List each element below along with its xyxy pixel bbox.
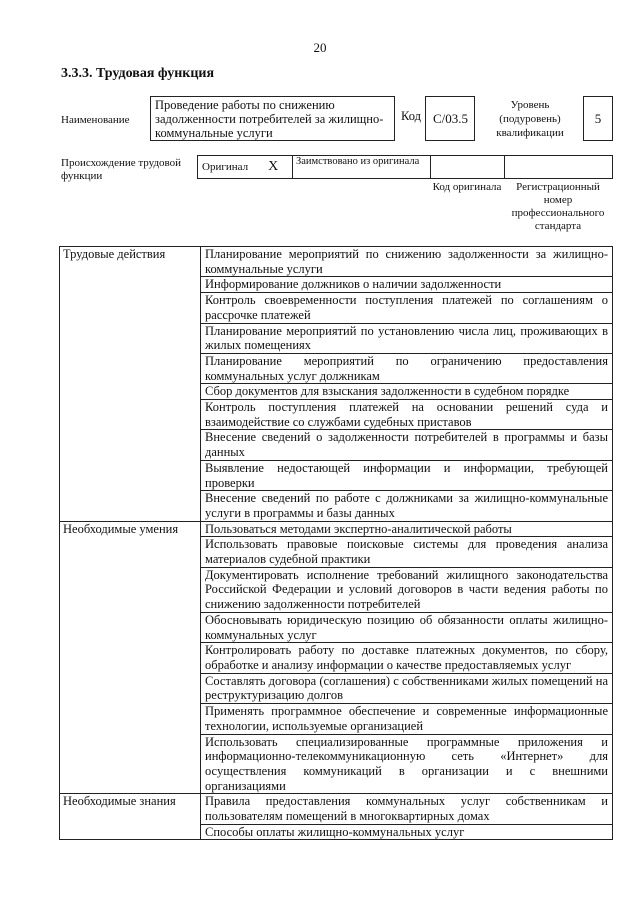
original-mark: X xyxy=(268,159,279,174)
page-number: 20 xyxy=(313,40,327,55)
item-cell: Обосновывать юридическую позицию об обязанности оплаты жилищно-коммунальных услуг xyxy=(201,612,613,642)
section-title: 3.3.3. Трудовая функция xyxy=(61,66,215,81)
table-row xyxy=(60,794,613,824)
item-cell: Правила предоставления коммунальных услуг собственникам и пользователям помещений в многоквартирных домах xyxy=(201,794,613,824)
code-value-box: С/03.5 xyxy=(425,96,475,141)
item-cell: Использовать специализированные программные приложения и информационно-телекоммуникационную сеть «Интернет» для осуществления коммуникаций в организации и с внешними организациями xyxy=(201,734,613,794)
item-cell: Контролировать работу по доставке платежных документов, по сбору, обработке и анализу информации о качестве предоставляемых услуг xyxy=(201,643,613,673)
reg-number-cell xyxy=(505,156,612,178)
name-label: Наименование xyxy=(61,114,130,126)
item-cell: Планирование мероприятий по установлению числа лиц, проживающих в жилых помещениях xyxy=(201,323,613,353)
item-cell: Контроль своевременности поступления платежей по соглашениям о рассрочке платежей xyxy=(201,293,613,323)
item-cell: Информирование должников о наличии задолженности xyxy=(201,277,613,293)
category-cell: Трудовые действия xyxy=(60,247,201,522)
item-cell: Способы оплаты жилищно-коммунальных услуг xyxy=(201,824,613,840)
code-original-cell xyxy=(431,156,505,178)
item-cell: Составлять договора (соглашения) с собственниками жилых помещений на реструктуризацию долгов xyxy=(201,673,613,703)
code-label: Код xyxy=(401,109,421,123)
borrowed-cell: Заимствовано из оригинала xyxy=(293,156,431,178)
table-row xyxy=(60,247,613,277)
item-cell: Внесение сведений по работе с должниками за жилищно-коммунальные услуги в программы и базы данных xyxy=(201,491,613,521)
origin-label: Происхождение трудовой функции xyxy=(61,157,182,182)
qualification-level-box: 5 xyxy=(583,96,613,141)
item-cell: Использовать правовые поисковые системы для проведения анализа материалов судебной практики xyxy=(201,537,613,567)
item-cell: Внесение сведений о задолженности потребителей в программы и базы данных xyxy=(201,430,613,460)
item-cell: Документировать исполнение требований жилищного законодательства Российской Федерации и условий договоров в части ведения работы по снижению задолженности потребителей xyxy=(201,567,613,612)
item-cell: Планирование мероприятий по снижению задолженности за жилищно-коммунальные услуги xyxy=(201,247,613,277)
function-name-box: Проведение работы по снижению задолженности потребителей за жилищно-коммунальные услуги xyxy=(150,96,395,141)
item-cell: Пользоваться методами экспертно-аналитической работы xyxy=(201,521,613,537)
table-row xyxy=(60,521,613,537)
category-cell: Необходимые знания xyxy=(60,794,201,840)
qualification-level-label: Уровень (подуровень) квалификации xyxy=(496,99,564,139)
code-original-label: Код оригинала xyxy=(432,181,502,193)
function-details-table xyxy=(59,246,613,840)
item-cell: Сбор документов для взыскания задолженности в судебном порядке xyxy=(201,384,613,400)
item-cell: Применять программное обеспечение и современные информационные технологии, используемые организацией xyxy=(201,704,613,734)
item-cell: Планирование мероприятий по ограничению предоставления коммунальных услуг должникам xyxy=(201,353,613,383)
category-cell: Необходимые умения xyxy=(60,521,201,794)
origin-table xyxy=(197,155,613,179)
item-cell: Контроль поступления платежей на основании решений суда и взаимодействие со службами судебных приставов xyxy=(201,400,613,430)
origin-original-cell xyxy=(198,156,293,178)
original-label: Оригинал xyxy=(202,161,249,173)
reg-number-label: Регистрационный номер профессионального стандарта xyxy=(511,181,605,232)
item-cell: Выявление недостающей информации и информации, требующей проверки xyxy=(201,460,613,490)
